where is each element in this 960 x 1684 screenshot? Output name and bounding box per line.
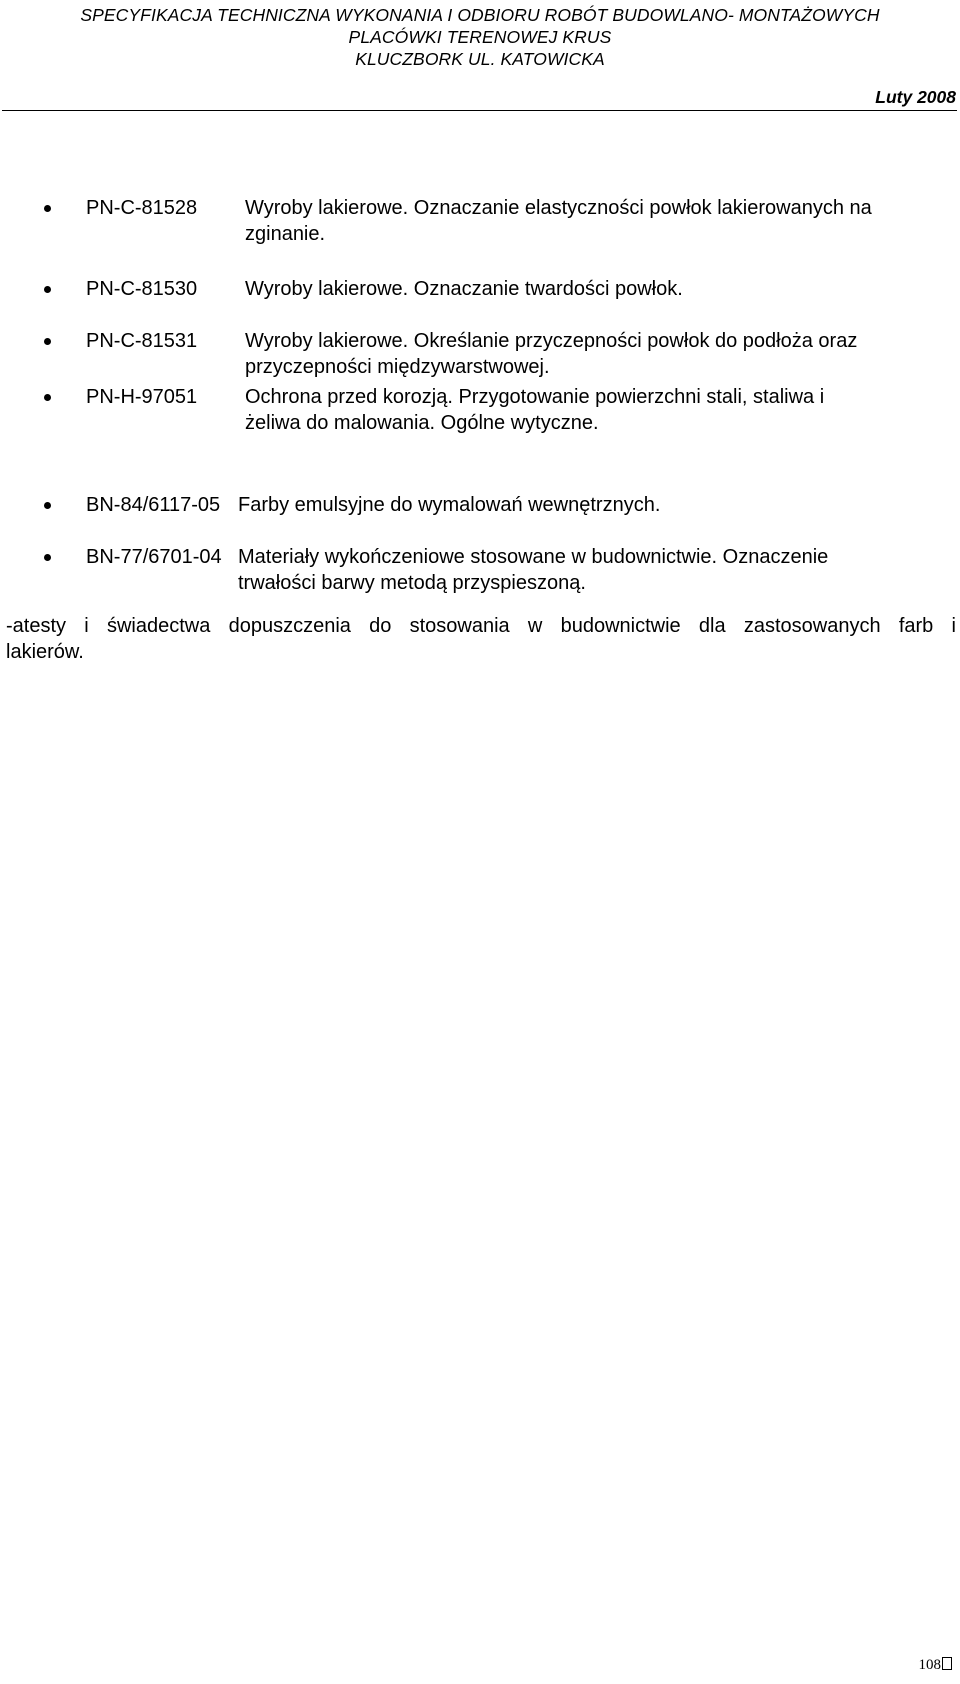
standard-description xyxy=(245,384,960,436)
bullet-icon xyxy=(44,205,51,212)
page-number xyxy=(919,1656,953,1674)
page-header xyxy=(0,0,960,110)
description-line: Materiały wykończeniowe stosowane w budownictwie. Oznaczenie xyxy=(238,546,829,568)
standard-description xyxy=(238,492,958,518)
approvals-note xyxy=(6,613,956,665)
header-title-line-2: PLACÓWKI TERENOWEJ KRUS xyxy=(348,27,612,47)
standard-code: PN-C-81531 xyxy=(86,330,198,352)
description-line: żeliwa do malowania. Ogólne wytyczne. xyxy=(245,412,599,434)
bullet-icon xyxy=(44,554,51,561)
bullet-icon xyxy=(44,394,51,401)
description-line: Wyroby lakierowe. Oznaczanie elastyczności powłok lakierowanych na xyxy=(245,197,872,219)
standard-code: PN-C-81530 xyxy=(86,278,198,300)
standard-description xyxy=(245,276,960,302)
description-line: Wyroby lakierowe. Określanie przyczepności powłok do podłoża oraz xyxy=(245,330,858,352)
bullet-icon xyxy=(44,502,51,509)
description-line: Wyroby lakierowe. Oznaczanie twardości powłok. xyxy=(245,278,683,300)
note-line-1: -atesty i świadectwa dopuszczenia do stosowania w budownictwie dla zastosowanych farb i xyxy=(6,615,956,637)
standard-code: BN-77/6701-04 xyxy=(86,546,222,568)
standard-description xyxy=(238,544,958,596)
header-date: Luty 2008 xyxy=(875,87,956,107)
bullet-icon xyxy=(44,286,51,293)
note-line-2: lakierów. xyxy=(6,641,84,663)
header-divider xyxy=(2,110,957,111)
standard-code: PN-H-97051 xyxy=(86,386,198,408)
bullet-icon xyxy=(44,338,51,345)
header-title-line-3: KLUCZBORK UL. KATOWICKA xyxy=(355,49,605,69)
standard-description xyxy=(245,195,960,247)
description-line: trwałości barwy metodą przyspieszoną. xyxy=(238,572,586,594)
standard-code: PN-C-81528 xyxy=(86,197,198,219)
standard-description xyxy=(245,328,960,380)
standard-code: BN-84/6117-05 xyxy=(86,494,221,516)
header-title-line-1: SPECYFIKACJA TECHNICZNA WYKONANIA I ODBIORU ROBÓT BUDOWLANO- MONTAŻOWYCH xyxy=(80,5,880,25)
description-line: Ochrona przed korozją. Przygotowanie powierzchni stali, staliwa i xyxy=(245,386,825,408)
description-line: przyczepności międzywarstwowej. xyxy=(245,356,550,378)
page-number-value: 108 xyxy=(918,1657,941,1673)
description-line: Farby emulsyjne do wymalowań wewnętrznych. xyxy=(238,494,661,516)
page-number-glyph-icon xyxy=(942,1657,952,1670)
description-line: zginanie. xyxy=(245,223,326,245)
